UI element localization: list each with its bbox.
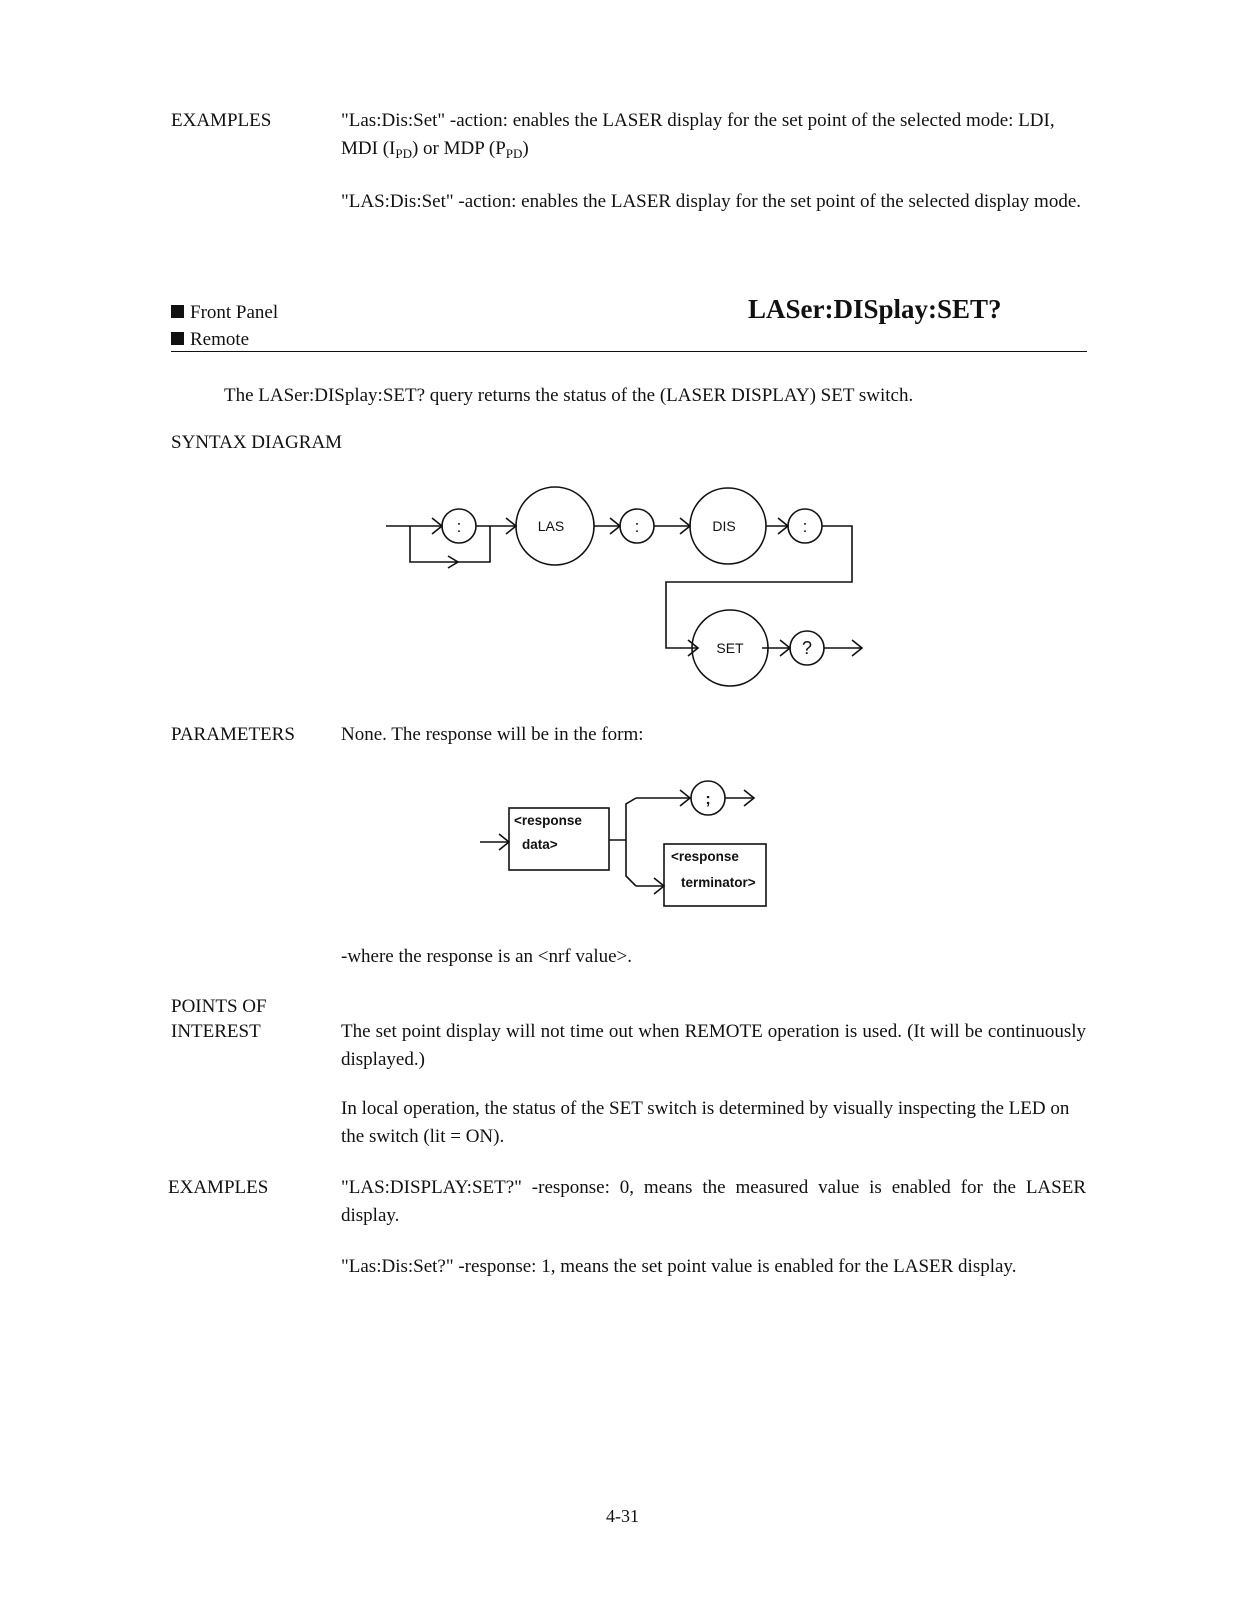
mode-remote — [171, 329, 249, 351]
response-data-label: data> — [522, 837, 558, 852]
subscript: PD — [395, 146, 412, 161]
square-bullet-icon — [171, 305, 184, 318]
node-label: : — [634, 517, 640, 536]
text-fragment: MDI (I — [341, 138, 396, 159]
response-diagram — [478, 774, 778, 914]
mode-front-panel — [171, 302, 278, 324]
point-1: The set point display will not time out when REMOTE operation is used. (It will be continuously displayed.) — [341, 1021, 1086, 1070]
syntax-diagram-label: SYNTAX DIAGRAM — [171, 432, 343, 453]
subscript: PD — [505, 146, 523, 161]
syntax-diagram — [380, 480, 880, 700]
node-label: LAS — [537, 518, 565, 534]
node-label: ? — [801, 638, 813, 658]
points-label-line2: INTEREST — [171, 1021, 261, 1042]
examples-label-2: EXAMPLES — [168, 1177, 269, 1198]
point-2: In local operation, the status of the SET switch is determined by visually inspecting the LED on the switch (lit = ON). — [341, 1098, 1070, 1147]
example-1-line1: "Las:Dis:Set" -action: enables the LASER display for the set point of the selected mode: LDI, — [341, 110, 1055, 131]
response-terminator-label: terminator> — [681, 875, 756, 890]
mode-label: Front Panel — [190, 302, 279, 323]
response-data-label: <response — [514, 813, 582, 828]
example-2: "LAS:Dis:Set" -action: enables the LASER display for the set point of the selected display mode. — [341, 191, 1082, 212]
points-label-line1: POINTS OF — [171, 996, 267, 1017]
example-1 — [341, 107, 1086, 168]
node-label: : — [456, 517, 462, 536]
square-bullet-icon — [171, 332, 184, 345]
command-description: The LASer:DISplay:SET? query returns the status of the (LASER DISPLAY) SET switch. — [224, 385, 914, 406]
parameters-label: PARAMETERS — [171, 724, 295, 745]
text-fragment: ) — [522, 138, 529, 159]
heading-rule — [171, 351, 1087, 352]
example-4: "Las:Dis:Set?" -response: 1, means the set point value is enabled for the LASER display. — [341, 1256, 1017, 1277]
parameters-text: None. The response will be in the form: — [341, 724, 644, 745]
command-title: LASer:DISplay:SET? — [748, 294, 1002, 324]
example-1-line2 — [341, 135, 1086, 168]
node-label: SET — [716, 640, 744, 656]
node-label: DIS — [712, 518, 736, 534]
example-3: "LAS:DISPLAY:SET?" -response: 0, means the measured value is enabled for the LASER display. — [341, 1177, 1086, 1226]
response-terminator-label: <response — [671, 849, 739, 864]
mode-label: Remote — [190, 329, 250, 350]
text-fragment: ) or MDP (P — [411, 138, 506, 159]
node-label: : — [802, 517, 808, 536]
separator-label: ; — [705, 791, 711, 808]
where-text: -where the response is an <nrf value>. — [341, 946, 633, 967]
examples-label: EXAMPLES — [171, 110, 272, 131]
page-number: 4-31 — [606, 1506, 639, 1526]
